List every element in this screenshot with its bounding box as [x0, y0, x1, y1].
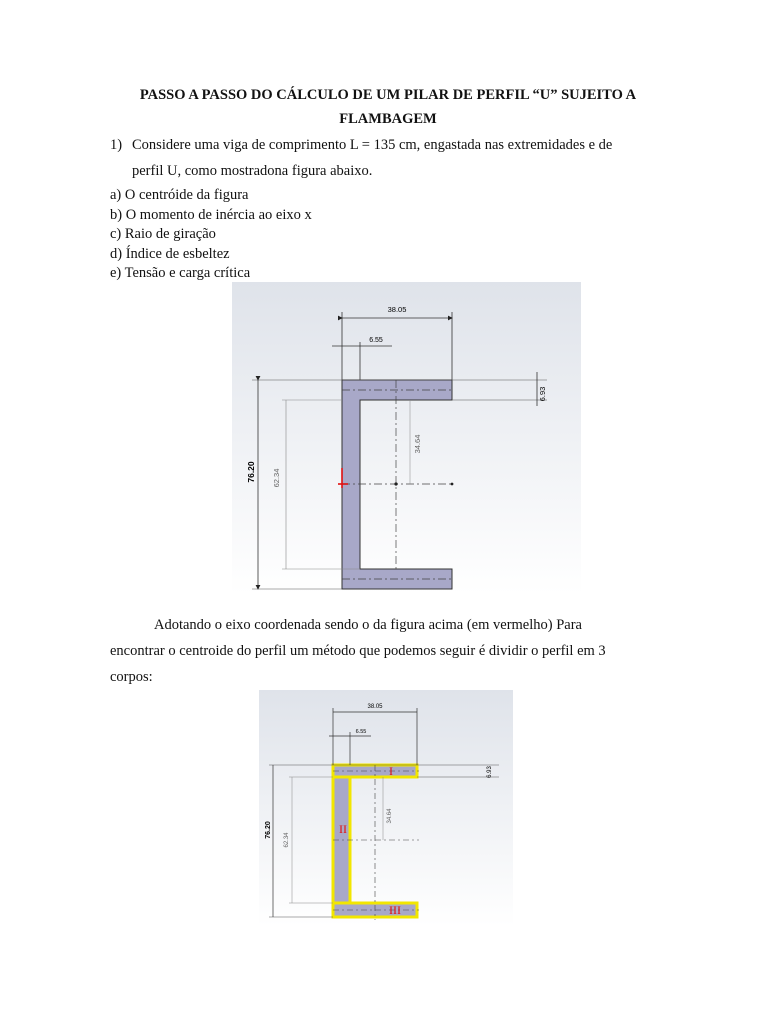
dim-half-label: 34.64	[387, 808, 393, 824]
dim-width-label: 38.05	[387, 305, 407, 314]
dim-width-label: 38.05	[367, 704, 383, 710]
dim-flange-label: 6.93	[487, 766, 493, 778]
figure-background	[232, 282, 581, 594]
item-e: e) Tensão e carga crítica	[110, 265, 251, 281]
document-title-line2: FLAMBAGEM	[339, 111, 437, 127]
question-number: 1)	[110, 137, 123, 153]
dim-inner-label: 62.34	[272, 468, 281, 488]
question-text-line2: perfil U, como mostradona figura abaixo.	[132, 163, 373, 179]
dim-half-label: 34.64	[413, 434, 422, 454]
label-body-I: I	[389, 764, 393, 778]
label-body-III: III	[389, 903, 401, 917]
channel-section-figure	[232, 282, 581, 594]
question-text-line1: Considere uma viga de comprimento L = 135 cm, engastada nas extremidades e de	[132, 137, 613, 153]
paragraph-line3: corpos:	[110, 669, 153, 685]
item-a: a) O centróide da figura	[110, 187, 249, 203]
dim-thickness-label: 6.55	[369, 337, 383, 344]
paragraph-line1: Adotando o eixo coordenada sendo o da figura acima (em vermelho) Para	[154, 617, 582, 633]
item-d: d) Índice de esbeltez	[110, 245, 230, 262]
dim-height-label: 76.20	[246, 461, 256, 483]
dim-height-label: 76.20	[265, 821, 272, 839]
paragraph-line2: encontrar o centroide do perfil um método que podemos seguir é dividir o perfil em 3	[110, 643, 606, 659]
item-b: b) O momento de inércia ao eixo x	[110, 206, 312, 223]
document-title-line1: PASSO A PASSO DO CÁLCULO DE UM PILAR DE PERFIL “U” SUJEITO A	[139, 87, 637, 103]
dim-flange-label: 6.93	[538, 386, 547, 402]
channel-section-divided-figure	[259, 690, 513, 926]
dim-thickness-label: 6.55	[355, 729, 367, 735]
question-items	[110, 186, 312, 284]
label-body-II: II	[339, 822, 347, 836]
figure-background	[259, 690, 513, 926]
item-c: c) Raio de giração	[110, 226, 216, 242]
dim-inner-label: 62.34	[284, 832, 290, 848]
